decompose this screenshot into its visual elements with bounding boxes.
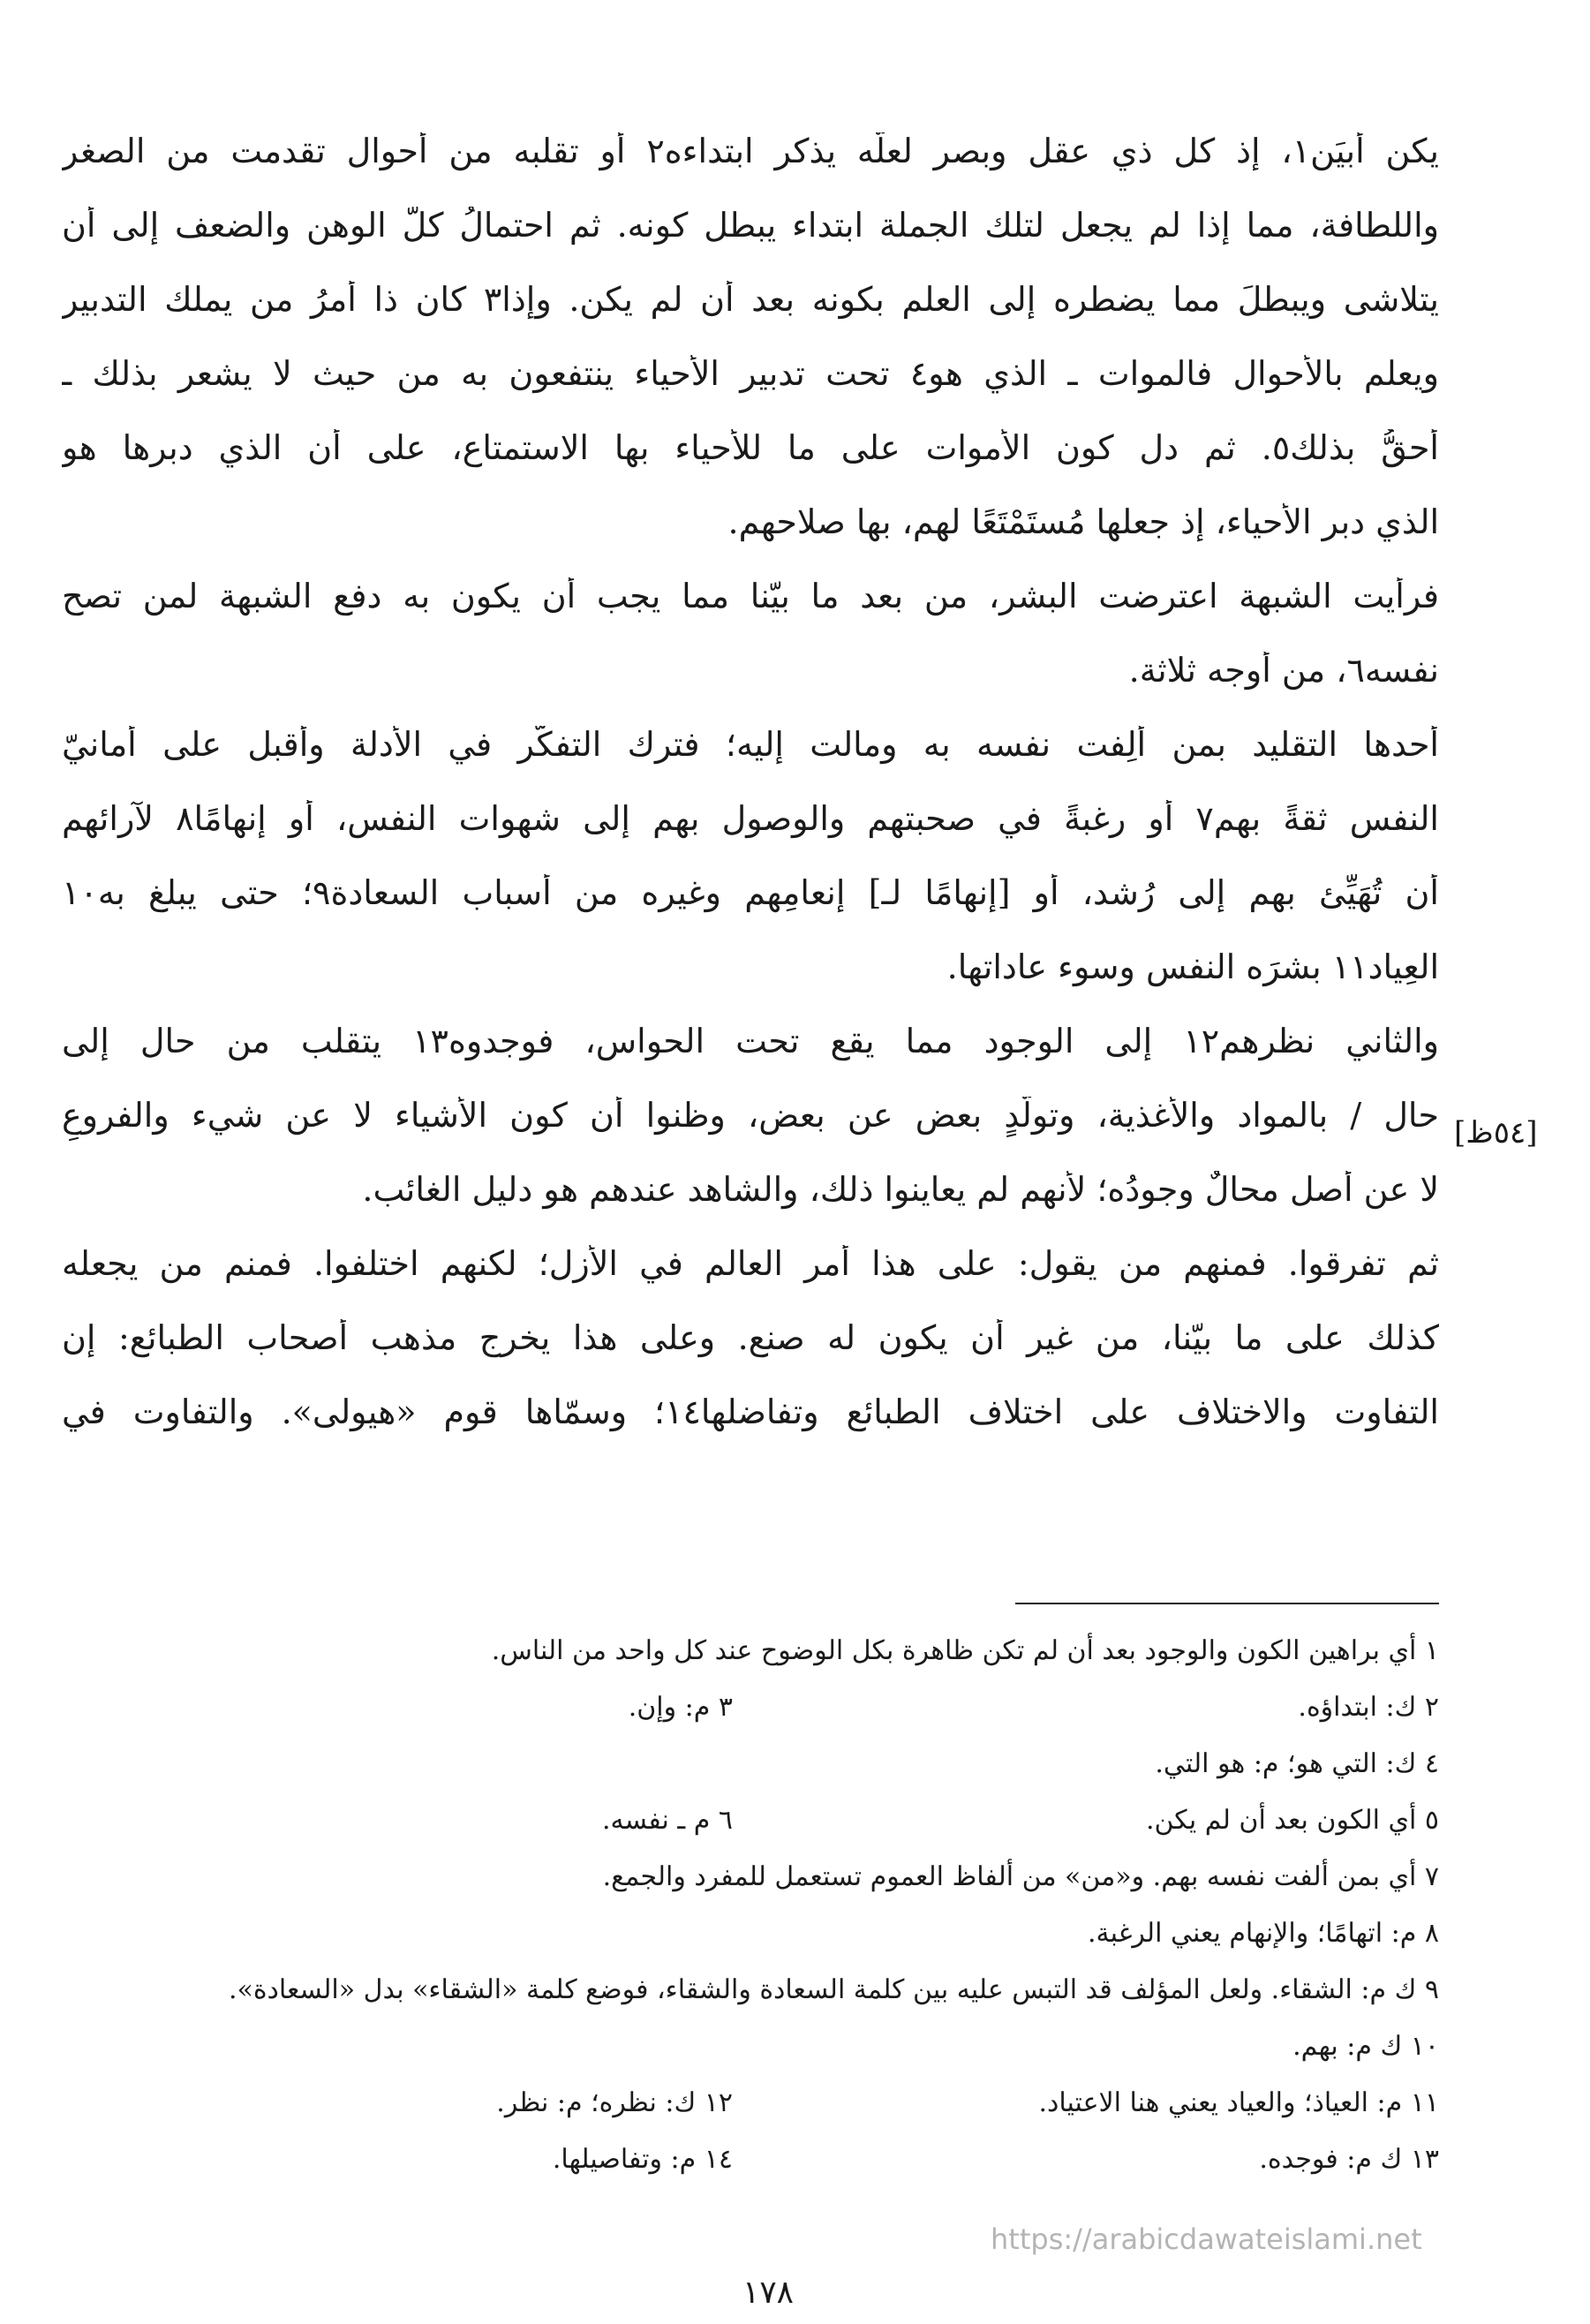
footnote-row [62, 1679, 1439, 1736]
footnote-4: ٤ ك: التي هو؛ م: هو التي. [1155, 1748, 1439, 1779]
text-line: واللطافة، مما إذا لم يجعل لتلك الجملة ابتداء يبطل كونه. ثم احتمالُ كلّ الوهن والضعف إلى أن [62, 207, 1439, 245]
text-line: الذي دبر الأحياء، إذ جعلها مُستَمْتَعًا لهم، بها صلاحهم. [727, 503, 1439, 541]
footnote-row [62, 2132, 1439, 2188]
text-line: كذلك على ما بيّنا، من غير أن يكون له صنع. وعلى هذا يخرج مذهب أصحاب الطبائع: إن [62, 1319, 1439, 1357]
text-line: ويعلم بالأحوال فالموات ـ الذي هو٤ تحت تدبير الأحياء ينتفعون به من حيث لا يشعر بذلك ـ [62, 355, 1439, 393]
text-line: لا عن أصل محالٌ وجودُه؛ لأنهم لم يعاينوا ذلك، والشاهد عندهم هو دليل الغائب. [362, 1171, 1439, 1209]
manuscript-folio-marker: [٥٤ظ] [1454, 1115, 1538, 1151]
footnote-9: ٩ ك م: الشقاء. ولعل المؤلف قد التبس عليه بين كلمة السعادة والشقاء، فوضع كلمة «الشقاء» بدل «السعادة». [228, 1974, 1439, 2005]
footnote-row [62, 1623, 1439, 1679]
main-text [62, 132, 1439, 1468]
footnote-10: ١٠ ك م: بهم. [1292, 2031, 1439, 2062]
footnote-2: ٢ ك: ابتداؤه. [1298, 1692, 1439, 1723]
footnote-row [62, 1962, 1439, 2018]
text-line: أحقُّ بذلك٥. ثم دل كون الأموات على ما للأحياء بها الاستمتاع، على أن الذي دبرها هو [62, 429, 1439, 467]
text-line: يتلاشى ويبطلَ مما يضطره إلى العلم بكونه بعد أن لم يكن. وإذا٣ كان ذا أمرُ من يملك التدبير [62, 281, 1439, 319]
footnote-separator [1015, 1603, 1439, 1604]
footnotes [62, 1623, 1439, 2188]
text-line: أن تُهَيِّئ بهم إلى رُشد، أو [إنهامًا لـ] إنعامِهم وغيره من أسباب السعادة٩؛ حتى يبلغ به١٠ [62, 874, 1439, 912]
text-line: والثاني نظرهم١٢ إلى الوجود مما يقع تحت الحواس، فوجدوه١٣ يتقلب من حال إلى [62, 1022, 1439, 1060]
footnote-12: ١٢ ك: نظره؛ م: نظر. [496, 2087, 733, 2118]
footnote-row [62, 1849, 1439, 1905]
footnote-3: ٣ م: وإن. [628, 1692, 733, 1723]
footnote-row [62, 1792, 1439, 1849]
footnote-11: ١١ م: العياذ؛ والعياد يعني هنا الاعتياد. [1038, 2087, 1439, 2118]
text-line: يكن أبيَن١، إذ كل ذي عقل وبصر لعلّه يذكر ابتداءه٢ أو تقلبه من أحوال تقدمت من الصغر [62, 132, 1439, 170]
footnote-1: ١ أي براهين الكون والوجود بعد أن لم تكن ظاهرة بكل الوضوح عند كل واحد من الناس. [491, 1635, 1439, 1666]
footnote-row [62, 2018, 1439, 2075]
watermark-url: https://arabicdawateislami.net [991, 2222, 1422, 2256]
text-line: العِياد١١ بشرَه النفس وسوء عاداتها. [946, 948, 1439, 986]
text-line: نفسه٦، من أوجه ثلاثة. [1128, 652, 1439, 690]
footnote-8: ٨ م: اتهامًا؛ والإنهام يعني الرغبة. [1088, 1918, 1439, 1949]
page-number: ١٧٨ [742, 2275, 794, 2311]
footnote-5: ٥ أي الكون بعد أن لم يكن. [1145, 1805, 1439, 1836]
footnote-row [62, 1736, 1439, 1792]
footnote-14: ١٤ م: وتفاصيلها. [552, 2144, 733, 2175]
text-line: فرأيت الشبهة اعترضت البشر، من بعد ما بيّنا مما يجب أن يكون به دفع الشبهة لمن تصح [62, 577, 1439, 615]
footnote-7: ٧ أي بمن ألفت نفسه بهم. و«من» من ألفاظ العموم تستعمل للمفرد والجمع. [602, 1861, 1439, 1892]
text-line: التفاوت والاختلاف على اختلاف الطبائع وتفاضلها١٤؛ وسمّاها قوم «هيولى». والتفاوت في [62, 1393, 1439, 1431]
text-line: حال / بالمواد والأغذية، وتولّدٍ بعض عن بعض، وظنوا أن كون الأشياء لا عن شيء والفروعِ [62, 1097, 1439, 1135]
text-line: أحدها التقليد بمن ألِفت نفسه به ومالت إليه؛ فترك التفكّر في الأدلة وأقبل على أمانيّ [62, 726, 1439, 764]
footnote-13: ١٣ ك م: فوجده. [1259, 2144, 1439, 2175]
footnote-row [62, 2075, 1439, 2132]
footnote-row [62, 1905, 1439, 1962]
footnote-6: ٦ م ـ نفسه. [601, 1805, 733, 1836]
text-line: ثم تفرقوا. فمنهم من يقول: على هذا أمر العالم في الأزل؛ لكنهم اختلفوا. فمنم من يجعله [62, 1245, 1439, 1283]
text-line: النفس ثقةً بهم٧ أو رغبةً في صحبتهم والوصول بهم إلى شهوات النفس، أو إنهامًا٨ لآرائهم [62, 800, 1439, 838]
